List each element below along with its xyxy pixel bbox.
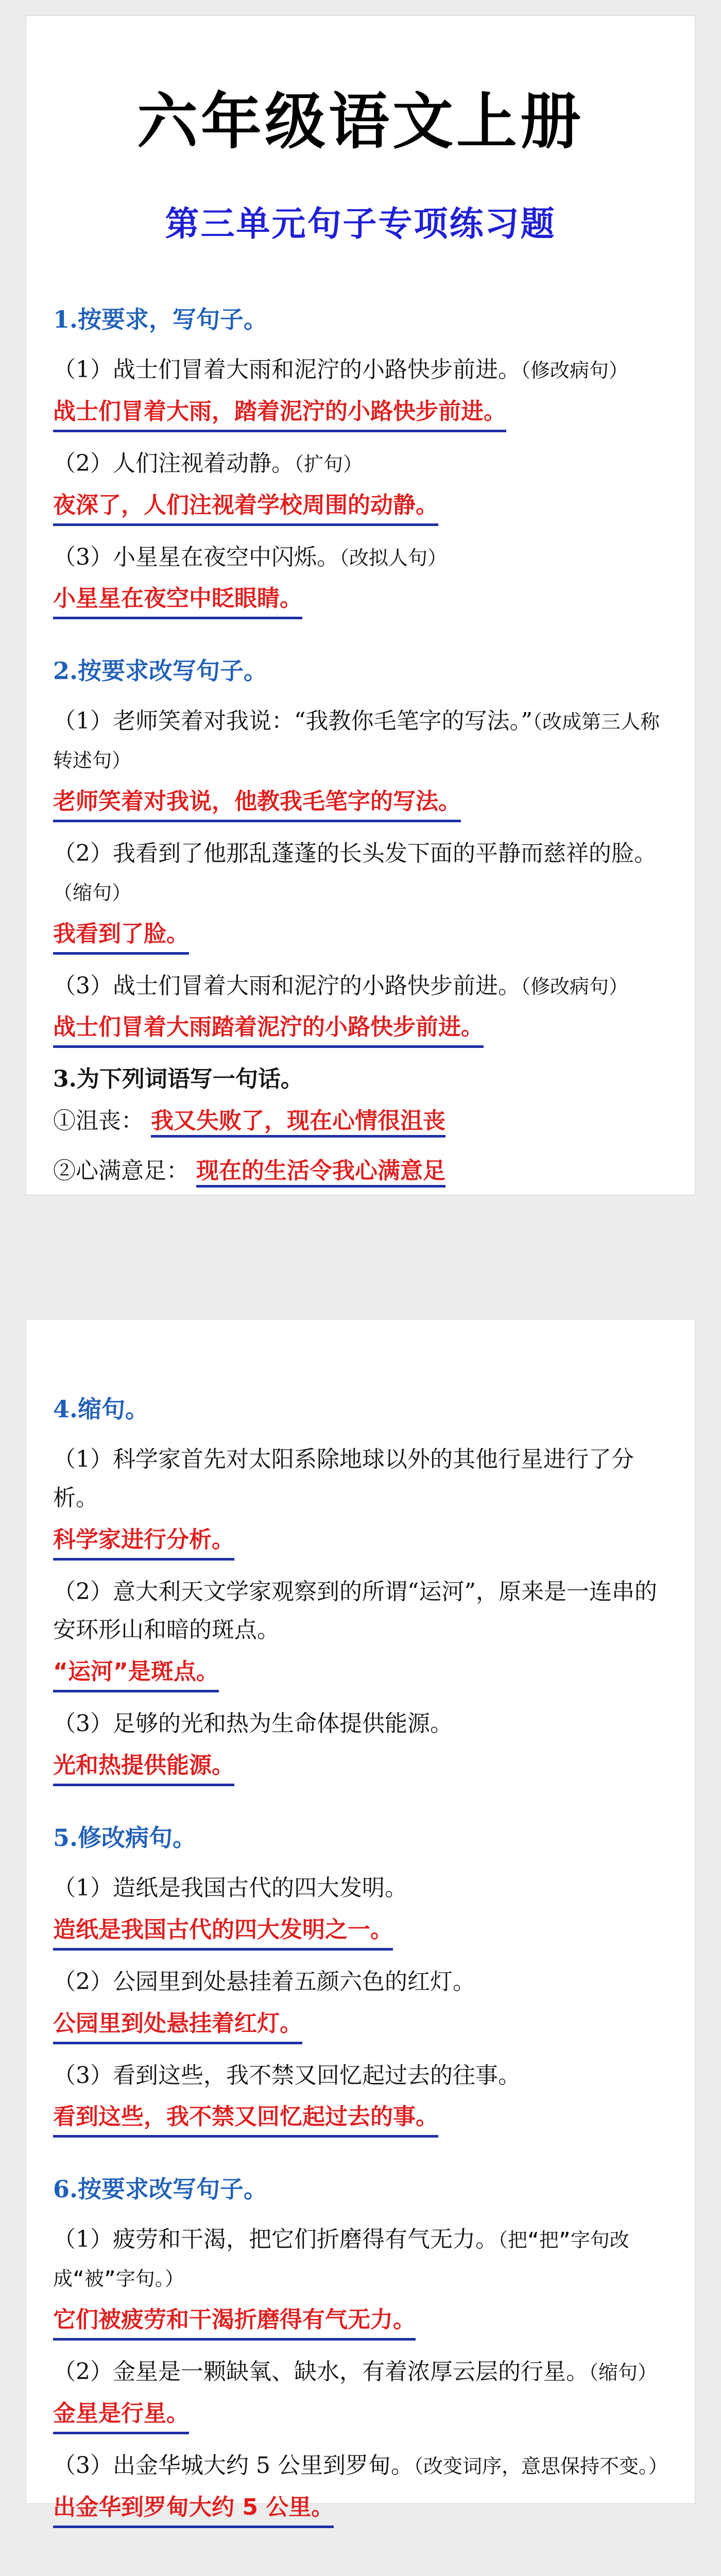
question-note: （把“把”字句改成“被”字句。）: [53, 2229, 629, 2291]
answer-5-1: 造纸是我国古代的四大发明之一。: [53, 1913, 393, 1951]
answer-4-1: 科学家进行分析。: [53, 1523, 234, 1561]
answer-2-1: 老师笑着对我说，他教我毛笔字的写法。: [53, 785, 461, 822]
question-2-2: （2）我看到了他那乱蓬蓬的长头发下面的平静而慈祥的脸。（缩句）: [53, 840, 657, 904]
question-5-1: （1）造纸是我国古代的四大发明。: [53, 1874, 407, 1901]
section-5-heading: 5.修改病句。: [53, 1823, 197, 1852]
answer-1-1: 战士们冒着大雨，踏着泥泞的小路快步前进。: [53, 395, 506, 432]
question-2-3: （3）战士们冒着大雨和泥泞的小路快步前进。（修改病句）: [53, 972, 629, 999]
question-1-3: （3）小星星在夜空中闪烁。（改拟人句）: [53, 544, 448, 570]
answer-6-1: 它们被疲劳和干渴折磨得有气无力。: [53, 2303, 416, 2341]
section-3-heading: 3.为下列词语写一句话。: [53, 1066, 303, 1093]
answer-5-3: 看到这些，我不禁又回忆起过去的事。: [53, 2100, 438, 2138]
section-6-heading: 6.按要求改写句子。: [53, 2175, 268, 2204]
document-title: 六年级语文上册: [136, 86, 584, 157]
word-item-2: ②心满意足： 现在的生活令我心满意足: [53, 1152, 668, 1191]
question-note: （缩句）: [589, 2361, 658, 2384]
worksheet-page-2: [26, 1319, 695, 2520]
question-note: （修改病句）: [521, 359, 629, 382]
section-1-heading: 1.按要求，写句子。: [53, 306, 268, 333]
question-4-2: （2）意大利天文学家观察到的所谓“运河”，原来是一连串的安环形山和暗的斑点。: [53, 1578, 657, 1643]
question-2-1: （1）老师笑着对我说：“我教你毛笔字的写法。”（改成第三人称转述句）: [53, 708, 660, 772]
answer-5-2: 公园里到处悬挂着红灯。: [53, 2007, 302, 2044]
answer-1-3: 小星星在夜空中眨眼睛。: [53, 582, 302, 619]
question-4-3: （3）足够的光和热为生命体提供能源。: [53, 1710, 453, 1737]
question-note: （缩句）: [53, 881, 132, 904]
section-2-heading: 2.按要求改写句子。: [53, 657, 268, 685]
answer-6-3: 出金华到罗甸大约 5 公里。: [53, 2490, 334, 2528]
question-note: （改拟人句）: [339, 546, 448, 569]
answer-6-2: 金星是行星。: [53, 2397, 189, 2434]
question-5-2: （2）公园里到处悬挂着五颜六色的红灯。: [53, 1968, 475, 1995]
answer-1-2: 夜深了，人们注视着学校周围的动静。: [53, 488, 438, 526]
section-4-heading: 4.缩句。: [53, 1395, 149, 1423]
word-item-1: ①沮丧： 我又失败了，现在心情很沮丧: [53, 1102, 668, 1141]
question-6-3: （3）出金华城大约 5 公里到罗甸。（改变词序，意思保持不变。）: [53, 2452, 668, 2479]
question-6-2: （2）金星是一颗缺氧、缺水，有着浓厚云层的行星。（缩句）: [53, 2358, 658, 2385]
question-note: （改变词序，意思保持不变。）: [413, 2454, 668, 2478]
question-note: （修改病句）: [521, 975, 629, 998]
answer-4-3: 光和热提供能源。: [53, 1749, 234, 1786]
answer-2-3: 战士们冒着大雨踏着泥泞的小路快步前进。: [53, 1010, 484, 1048]
question-5-3: （3）看到这些，我不禁又回忆起过去的往事。: [53, 2062, 521, 2089]
answer-4-2: “运河”是斑点。: [53, 1655, 219, 1692]
question-1-2: （2）人们注视着动静。（扩句）: [53, 450, 363, 477]
worksheet-page-1: [26, 15, 695, 1195]
question-4-1: （1）科学家首先对太阳系除地球以外的其他行星进行了分析。: [53, 1446, 634, 1511]
answer-2-2: 我看到了脸。: [53, 917, 189, 955]
word-answer-1: 我又失败了，现在心情很沮丧: [151, 1108, 445, 1138]
word-answer-2: 现在的生活令我心满意足: [196, 1158, 445, 1188]
question-note: （扩句）: [294, 452, 363, 476]
document-subtitle: 第三单元句子专项练习题: [165, 204, 556, 244]
question-1-1: （1）战士们冒着大雨和泥泞的小路快步前进。（修改病句）: [53, 357, 629, 383]
question-note: （改成第三人称转述句）: [53, 710, 660, 772]
question-6-1: （1）疲劳和干渴，把它们折磨得有气无力。（把“把”字句改成“被”字句。）: [53, 2226, 629, 2291]
